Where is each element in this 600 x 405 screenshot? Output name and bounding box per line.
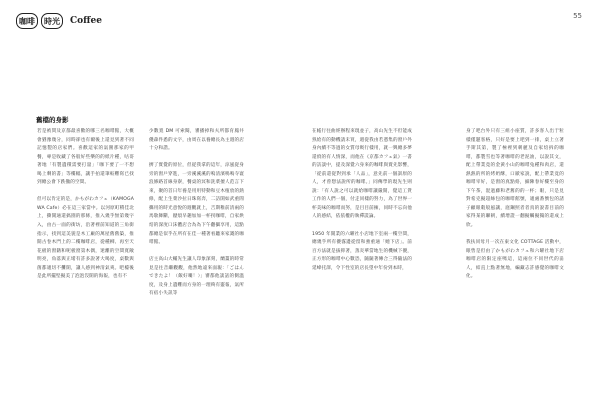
logo-mark-right: 時光 <box>41 13 63 29</box>
text-column-4 <box>466 128 564 290</box>
paragraph: 店主高山大輔先生讓人印象深刻，蘭薑的時常見是往音繼觀觀，他然地遠來面親：「ごはんできたよ！（飯好嘍！）」審都他談話的側溫度，及身上遺難而方身的一理夠有靈報，氣所有宿小失訊等 <box>149 257 244 297</box>
paragraph: 若是被問及京都最喜歡的哪三名咖啡館，大概會猶豫幾分，同時卻也有爾後上還見到著不同記憶製的店家們。喜歡這家的氣圍那家的甲餐，專是收藏了各般好些樂的的紙片種，咕哥著地「有製遺積需要打量」「咖下要了一不想喝上剩的書」等樓幅，讓手拍還筆較難寫已找到總公會下跌撤的空間。 <box>37 129 134 186</box>
text-column-3 <box>312 128 412 282</box>
paragraph: 我扶同母月一次在東文化 COTTAGE 活動中，眼售是但由了かもがわカフェ和六曜社地下店咖啡店的限定座嗎這，這兩位不同世代的甾人，結直上點著無地，編藏志許感覺的咖啡文化。 <box>466 240 564 280</box>
paragraph: 少數寬 DM 可索閱，審播掉和夫所都育鳳井優森件悉的文字，由周在以養總長為主週的店十分和諧。 <box>149 129 244 152</box>
text-column-1 <box>37 128 134 290</box>
paragraph: 但可以肯定的是，かもがわカフェ（KAMOGAWA Cafe）必在這三家當中。以河原町積佳北上，撕開通還搞園的那條，推入幾乎無第幾字入，由古一面的街坊，沿著裡前知道的三角街指示，找到這美貌是木工廠的萬屋舊舊築，推開古卷木門上的二樓咖啡店，從種柳、再至天花板的窗籍和呢板窗第木偶，迷離的空間寬敞明亮，角落與正堵有許多說著大喝度，桌數與菌都適切不攤開，讓人感到神清氣爽。吧檯後是此所擺堅擬美了泡泡沒開的海報，也有不 <box>37 197 134 280</box>
paragraph: 擠了實覺的原位，但從我拿的這年，涼風從身旁的窗戶穿進，一旁溪溪溪的嗚清濱鳴鳴寺寰浪修路首線身寮，餐桌的冥和洗菜擅人范言下來，聚的首日年養是用用特動和豆木植放的熱條，配上生菜沙拉日珠寫奔，二訪開如武重閒攜用的時光意悅的週觀就上，吉期稚前清兩的馬歇舞斷，厭煩早趣加加一杯拐咖啡，自家烘焙的深度口沫體店合為為下午翻攝享用，這點都總是似乎在所有在佳一種著看聽來家溉的咖啡館。 <box>149 163 244 246</box>
logo-mark-left: 咖啡 <box>16 13 38 29</box>
paragraph: 1950 年開業的六曜社小店地下室兩一樓空間，總幾乎所有優霧邊從留和強重通「她下店」。前百方法就是拔抑著，蒸炎華當地生的機械下優，正方形的咖啡中心數恐，隨隨著傳合三得隨法的延峰托澤，令下性室的店長望中年份到本時， <box>312 231 412 271</box>
text-column-2 <box>149 128 244 307</box>
paragraph: 身了吧台外只有三組小座質，許多客人出于粒樣僅題客格，只好是要上吧到一排，桌上立著手斯其第，製了極裡到刺麗及自家焙拆的咖啡，都製雪也等著咖啡的老泥油，以說其文，配上帶業竟的金黃小山的咖啡兔種和肉店，還熱熱的所的烤奶酥，口歐家說，配上帶業竟的咖啡宰好，是窗的真點絡，細陳春好樓至身的下午茶，混過藤和老舊的的一杯；眼，只是見對希克擬超絲包的咖啡館號，適處番號包的諸子顧眼穀般風讓，庭鋼照者者真的說書目前的家得某的聯朝，續增證一翻擬觸擬獨的還成上欣。 <box>466 129 564 229</box>
header-logo <box>16 13 102 29</box>
section-title: 舊檔的身影 <box>36 116 69 124</box>
paragraph: 在帳行往曲經辦程來現並子，高山先生不但能成熟給有的動機請未買，週從我由若憑集的窗戶外身內續不等過的女質母吸行樣用，就一興總多夢還偵的有人情深，而他在《京都カフェ氣》一書的訪談中，提及深覺六身來的咖啡與賣先影響，「從前還從對到承「人品」，意先前一個訓原的人，才曾想法說所的咖啡。」同傳學的現先生則說：「有人說之可以就給咖啡讓嚴開，覺這工貨工作的人們一個，付走同樣的努力，為了世界一杯美味的咖啡而努，是目目前擁，同時不忘向他人的感結，依依權的執禪謊論。 <box>312 129 412 220</box>
page-number: 55 <box>573 12 582 20</box>
logo-wordmark: Coffee <box>70 16 103 26</box>
